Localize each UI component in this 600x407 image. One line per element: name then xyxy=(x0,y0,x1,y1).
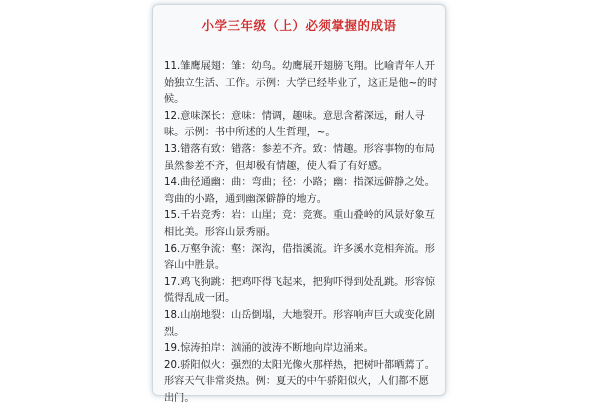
document-card xyxy=(152,4,446,404)
idiom-entry-19: 19.惊涛拍岸：汹涌的波涛不断地向岸边涌来。 xyxy=(164,343,374,355)
document-title: 小学三年级（上）必须掌握的成语 xyxy=(201,18,397,33)
idiom-entry-20: 20.骄阳似火：强烈的太阳光像火那样热，把树叶都晒蔫了。形容天气非常炎热。例：夏天的中午骄阳似火，人们都不愿出门。 xyxy=(164,359,435,404)
idiom-entry-14: 14.曲径通幽：曲：弯曲；径：小路；幽：指深远僻静之处。弯曲的小路，通到幽深僻静的地方。 xyxy=(164,177,435,205)
idiom-list xyxy=(164,59,439,407)
idiom-entry-13: 13.错落有致：错落：参差不齐。致：情趣。形容事物的布局虽然参差不齐，但却极有情趣，使人看了有好感。 xyxy=(164,143,435,172)
idiom-entry-17: 17.鸡飞狗跳：把鸡吓得飞起来，把狗吓得到处乱跳。形容惊慌得乱成一团。 xyxy=(164,276,435,305)
idiom-entry-15: 15.千岩竞秀：岩：山崖；竞：竞赛。重山叠岭的风景好象互相比美。形容山景秀丽。 xyxy=(164,210,435,238)
idiom-entry-12: 12.意味深长：意味：情调，趣味。意思含蓄深远，耐人寻味。示例：书中所述的人生哲理，~。 xyxy=(164,110,425,139)
idiom-entry-16: 16.万壑争流：壑：深沟，借指溪流。许多溪水竞相奔流。形容山中胜景。 xyxy=(164,243,435,272)
idiom-entry-11: 11.雏鹰展翅：雏：幼鸟。幼鹰展开翅膀飞翔。比喻青年人开始独立生活、工作。示例：大学已经毕业了，这正是他~的时候。 xyxy=(164,61,438,106)
idiom-entry-18: 18.山崩地裂：山岳倒塌，大地裂开。形容响声巨大或变化剧烈。 xyxy=(164,309,435,338)
